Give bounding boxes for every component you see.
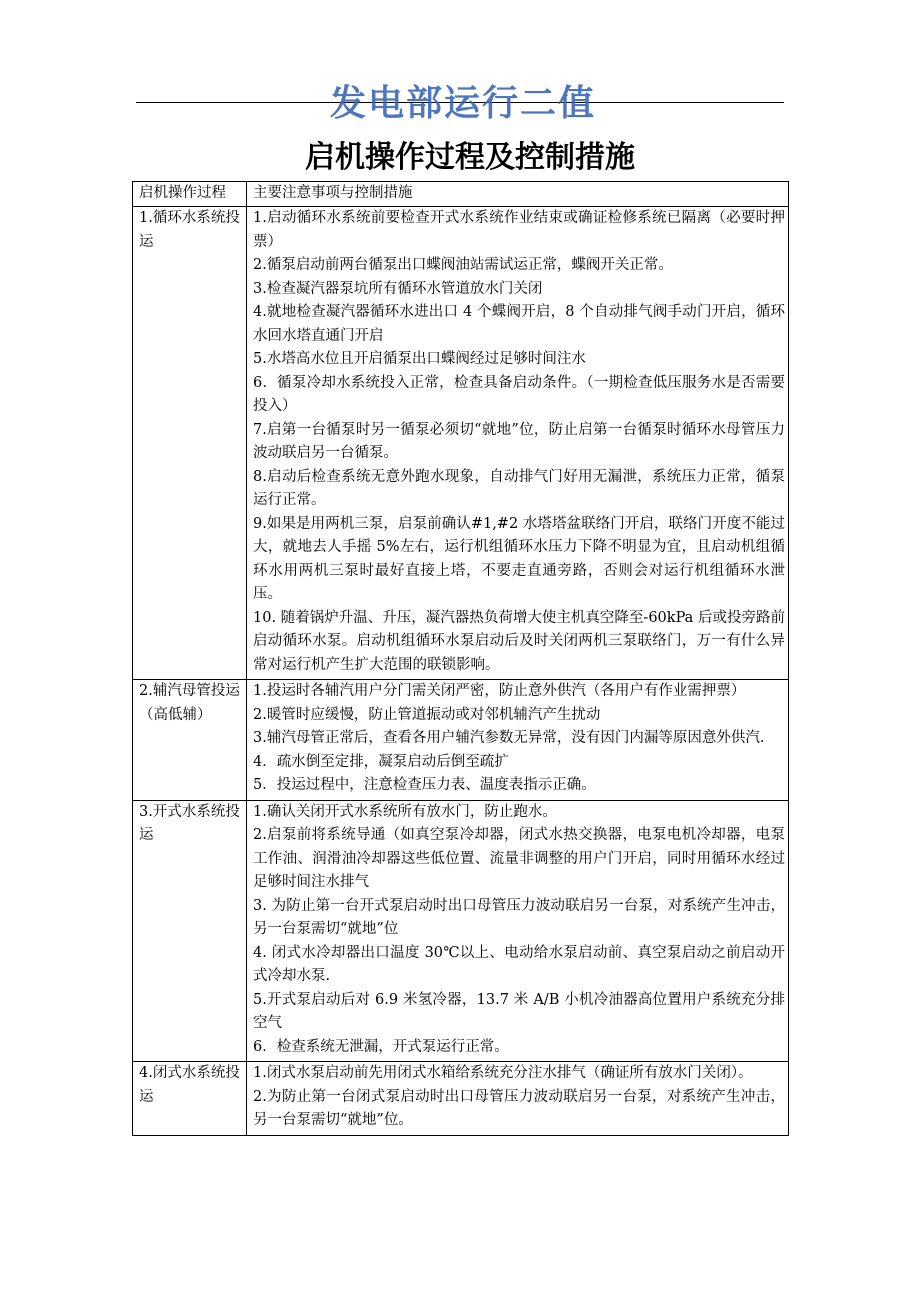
measure-item: 9.如果是用两机三泵，启泵前确认#1,#2 水塔塔盆联络门开启，联络门开度不能过大，就地去人手摇 5%左右，运行机组循环水压力下降不明显为宜，且启动机组循环水用两机三泵时最好直接上塔，不要走直通旁路，否则会对运行机组循环水泄压。 [253,515,785,602]
measure-item: 3.检查凝汽器泵坑所有循环水管道放水门关闭 [253,280,543,297]
measure-item: 3. 为防止第一台开式泵启动时出口母管压力波动联启另一台泵，对系统产生冲击，另一台泵需切“就地”位 [253,897,785,937]
measure-item: 10. 随着锅炉升温、升压，凝汽器热负荷增大使主机真空降至-60kPa 后或投旁路前启动循环水泵。启动机组循环水泵启动后及时关闭两机三泵联络门，万一有什么异常对运行机产生扩大范围的联锁影响。 [253,609,785,673]
stage-cell: 2.辅汽母管投运（高低辅） [133,680,247,801]
measure-item: 1.投运时各辅汽用户分门需关闭严密，防止意外供汽（各用户有作业需押票） [253,683,746,699]
measure-item: 6．检查系统无泄漏，开式泵运行正常。 [253,1038,509,1055]
measure-item: 7.启第一台循泵时另一循泵必须切“就地”位，防止启第一台循泵时循环水母管压力波动联启另一台循泵。 [253,421,785,461]
measures-cell [247,680,789,801]
page-title: 启机操作过程及控制措施 [305,140,635,175]
measure-item: 4.就地检查凝汽器循环水进出口 4 个蝶阀开启，8 个自动排气阀手动门开启，循环水回水塔直通门开启 [253,304,785,344]
table-header-row [133,182,789,207]
table-body [133,207,789,1136]
measure-item: 2.启泵前将系统导通（如真空泵冷却器，闭式水热交换器，电泵电机冷却器，电泵工作油、润滑油冷却器这些低位置、流量非调整的用户门开启，同时用循环水经过足够时间注水排气 [253,827,785,890]
measure-item: 5.水塔高水位且开启循泵出口蝶阀经过足够时间注水 [253,351,586,367]
table-row [133,800,789,1062]
stage-cell: 4.闭式水系统投运 [133,1062,247,1136]
measure-item: 2.为防止第一台闭式泵启动时出口母管压力波动联启另一台泵，对系统产生冲击，另一台泵需切“就地”位。 [253,1088,785,1128]
measure-item: 5.开式泵启动后对 6.9 米氢冷器，13.7 米 A/B 小机冷油器高位置用户系统充分排空气 [253,991,785,1031]
table-row [133,207,789,680]
table-row [133,1062,789,1136]
measure-item: 6．循泵冷却水系统投入正常，检查具备启动条件。（一期检查低压服务水是否需要投入） [253,374,785,414]
measure-item: 4. 闭式水冷却器出口温度 30℃以上、电动给水泵启动前、真空泵启动之前启动开式冷却水泵. [253,944,785,984]
measure-item: 5．投运过程中，注意检查压力表、温度表指示正确。 [253,777,596,793]
measure-item: 4．疏水倒至定排，凝泵启动后倒至疏扩 [253,753,509,770]
department-watermark: 发电部运行二值 [330,84,597,124]
measure-item: 8.启动后检查系统无意外跑水现象，自动排气门好用无漏泄，系统压力正常，循泵运行正常。 [253,468,785,508]
procedure-table [132,181,789,1136]
measures-cell [247,800,789,1062]
measure-item: 1.闭式水泵启动前先用闭式水箱给系统充分注水排气（确证所有放水门关闭）。 [253,1065,753,1081]
measure-item: 2.循泵启动前两台循泵出口蝶阀油站需试运正常，蝶阀开关正常。 [253,257,673,273]
column-header-measures: 主要注意事项与控制措施 [247,182,789,207]
measure-item: 3.辅汽母管正常后，查看各用户辅汽参数无异常，没有因门内漏等原因意外供汽. [253,730,765,746]
stage-cell: 3.开式水系统投运 [133,800,247,1062]
measure-item: 2.暖管时应缓慢，防止管道振动或对邻机辅汽产生扰动 [253,706,601,723]
measure-item: 1.启动循环水系统前要检查开式水系统作业结束或确证检修系统已隔离（必要时押票） [253,210,785,250]
column-header-stage: 启机操作过程 [133,182,247,207]
measures-cell [247,1062,789,1136]
table-row [133,680,789,801]
measures-cell [247,207,789,680]
stage-cell: 1.循环水系统投运 [133,207,247,680]
measure-item: 1.确认关闭开式水系统所有放水门，防止跑水。 [253,803,557,820]
